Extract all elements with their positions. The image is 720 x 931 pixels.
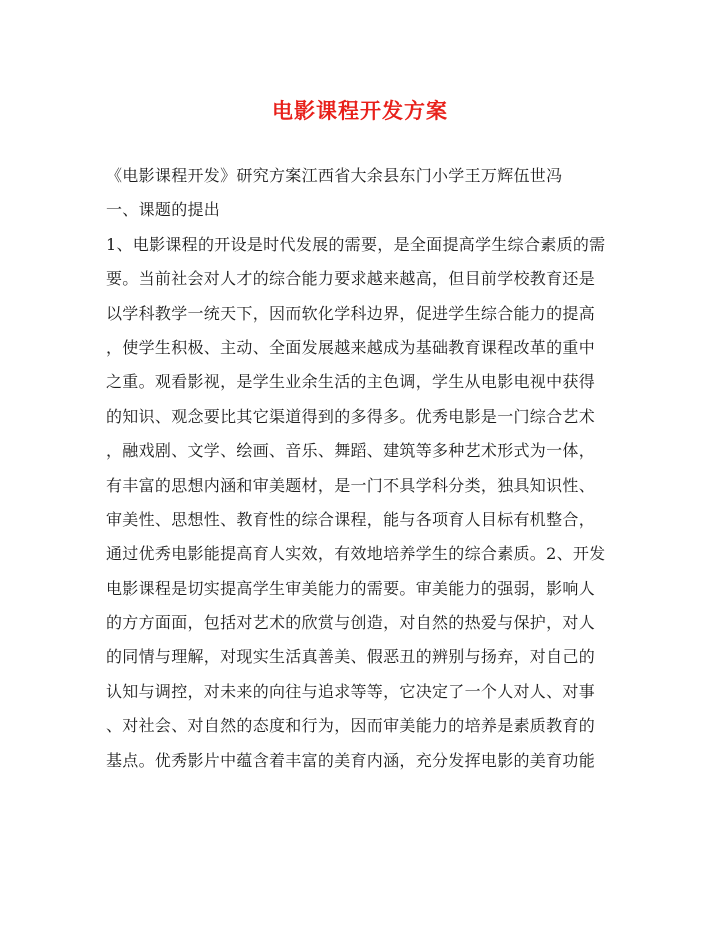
text-line-section-heading: 一、课题的提出 (106, 200, 221, 220)
text-line: 认知与调控，对未来的向往与追求等等，它决定了一个人对人、对事 (106, 681, 596, 701)
text-line: ，融戏剧、文学、绘画、音乐、舞蹈、建筑等多种艺术形式为一体， (106, 441, 596, 461)
text-line: 通过优秀电影能提高育人实效，有效地培养学生的综合素质。2、开发 (106, 544, 606, 564)
document-title: 电影课程开发方案 (272, 98, 448, 123)
text-line: 1、电影课程的开设是时代发展的需要，是全面提高学生综合素质的需 (106, 234, 606, 254)
text-line: 有丰富的思想内涵和审美题材，是一门不具学科分类，独具知识性、 (106, 475, 596, 495)
text-line: 的同情与理解，对现实生活真善美、假恶丑的辨别与扬弃，对自己的 (106, 647, 596, 667)
text-line: 、对社会、对自然的态度和行为，因而审美能力的培养是素质教育的 (106, 716, 596, 736)
text-line: 电影课程是切实提高学生审美能力的需要。审美能力的强弱，影响人 (106, 578, 596, 598)
text-line: 以学科教学一统天下，因而软化学科边界，促进学生综合能力的提高 (106, 303, 596, 323)
text-line: 之重。观看影视，是学生业余生活的主色调，学生从电影电视中获得 (106, 372, 596, 392)
text-line: 的方方面面，包括对艺术的欣赏与创造，对自然的热爱与保护，对人 (106, 613, 596, 633)
text-line: 基点。优秀影片中蕴含着丰富的美育内涵，充分发挥电影的美育功能 (106, 750, 596, 770)
text-line-subtitle: 《电影课程开发》研究方案江西省大余县东门小学王万辉伍世冯 (106, 166, 563, 185)
text-line: ，使学生积极、主动、全面发展越来越成为基础教育课程改革的重中 (106, 337, 596, 357)
document-body (106, 159, 626, 778)
text-line: 的知识、观念要比其它渠道得到的多得多。优秀电影是一门综合艺术 (106, 406, 596, 426)
text-line: 审美性、思想性、教育性的综合课程，能与各项育人目标有机整合， (106, 509, 596, 529)
text-line: 要。当前社会对人才的综合能力要求越来越高，但目前学校教育还是 (106, 269, 596, 289)
